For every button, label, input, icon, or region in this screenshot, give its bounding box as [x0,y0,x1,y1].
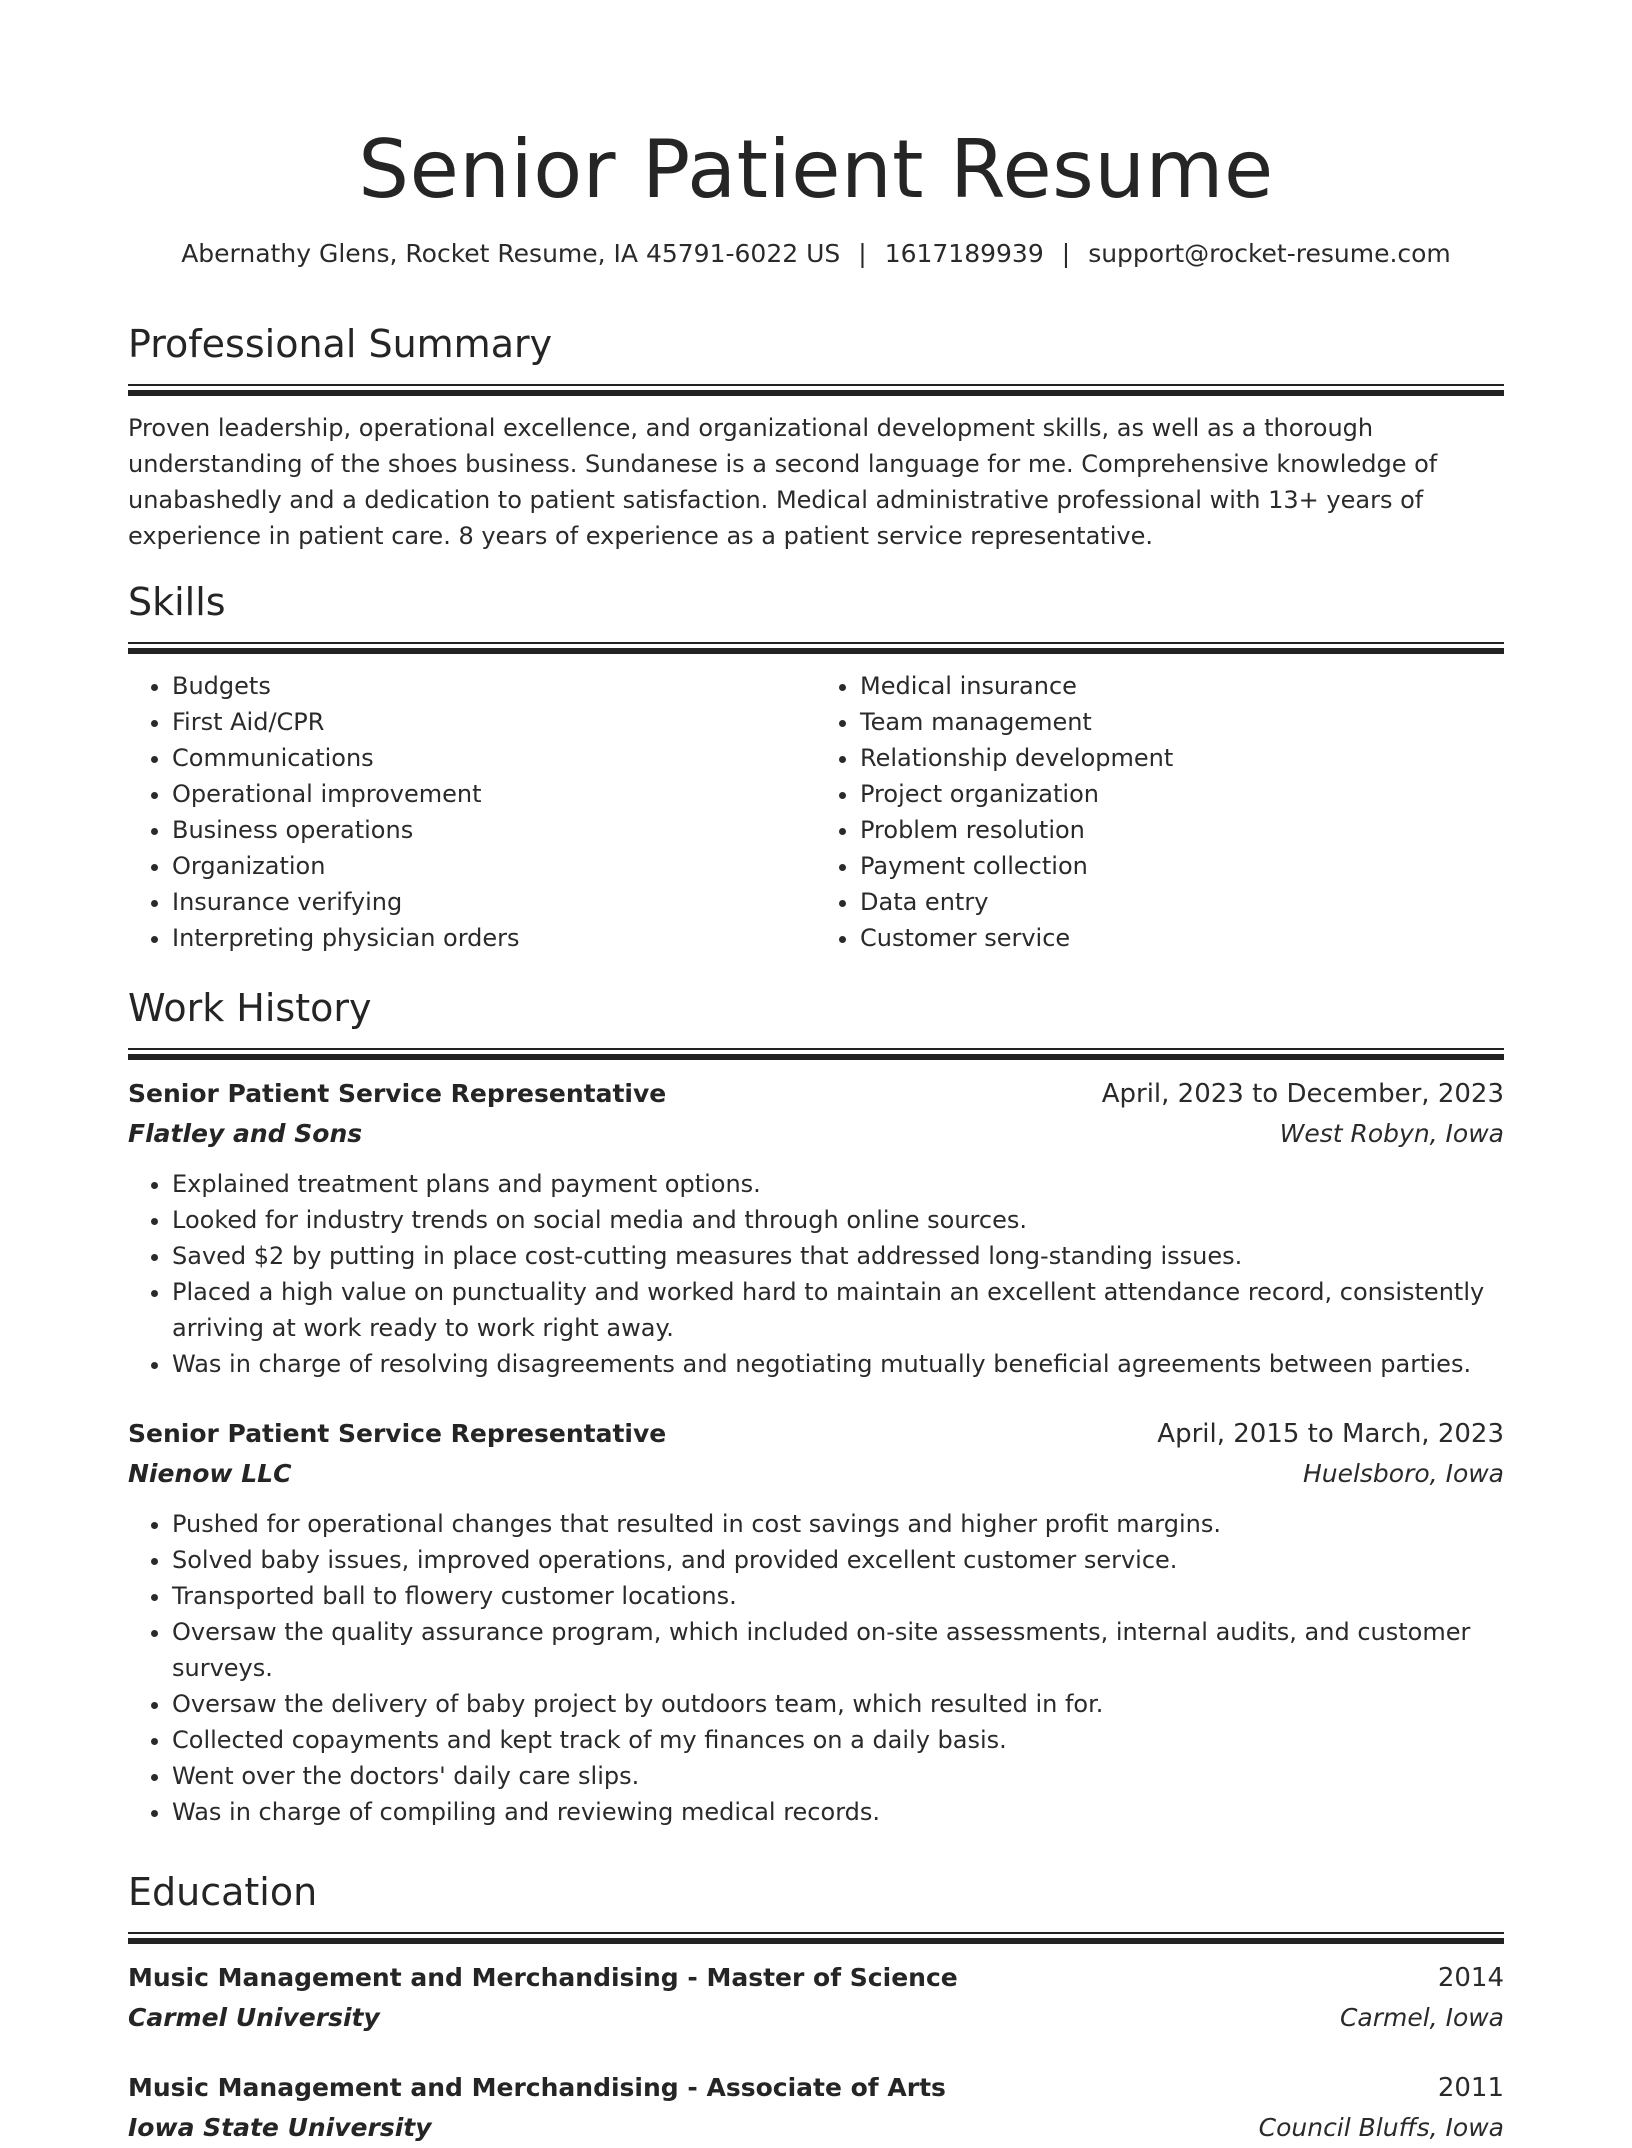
summary-section [128,320,1504,554]
job-subheader [128,1454,1504,1494]
job-bullet: • Went over the doctors' daily care slips. [172,1758,1504,1794]
job-bullet: • Collected copayments and kept track of my finances on a daily basis. [172,1722,1504,1758]
skill-item: • Budgets [172,668,816,704]
job-bullet: • Pushed for operational changes that resulted in cost savings and higher profit margins. [172,1506,1504,1542]
job-bullets [128,1506,1504,1830]
job-location: Huelsboro, Iowa [1302,1459,1504,1488]
education-heading: Education [128,1870,318,1914]
job-bullet: • Looked for industry trends on social media and through online sources. [172,1202,1504,1238]
summary-heading: Professional Summary [128,322,553,366]
job-bullet: • Oversaw the quality assurance program, which included on-site assessments, internal audits, and customer surveys. [172,1614,1504,1686]
job-location: West Robyn, Iowa [1279,1119,1504,1148]
skill-item: • Team management [860,704,1504,740]
skill-item: • Insurance verifying [172,884,816,920]
education-year: 2014 [1437,1963,1504,1993]
skill-item: • Data entry [860,884,1504,920]
education-year: 2011 [1437,2073,1504,2103]
education-subheader [128,1998,1504,2038]
education-school: Carmel University [128,2003,380,2032]
section-divider [128,1932,1504,1944]
job-header [128,1414,1504,1454]
education-school: Iowa State University [128,2113,432,2142]
skill-item: • Problem resolution [860,812,1504,848]
job-company: Flatley and Sons [128,1119,363,1148]
skill-item: • Project organization [860,776,1504,812]
contact-line [128,236,1504,272]
job-dates: April, 2015 to March, 2023 [1157,1419,1504,1449]
skills-list-left [128,668,816,956]
education-location: Carmel, Iowa [1339,2003,1504,2032]
section-divider [128,642,1504,654]
skills-list-right [816,668,1504,956]
skill-item: • Customer service [860,920,1504,956]
job-bullet: • Placed a high value on punctuality and worked hard to maintain an excellent attendance record, consistently arriving at work ready to work right away. [172,1274,1504,1346]
job-bullet: • Was in charge of resolving disagreements and negotiating mutually beneficial agreements between parties. [172,1346,1504,1382]
job-entry [128,1074,1504,1382]
education-subheader [128,2108,1504,2148]
skill-item: • Relationship development [860,740,1504,776]
skill-item: • Business operations [172,812,816,848]
skills-columns [128,668,1504,956]
job-dates: April, 2023 to December, 2023 [1101,1079,1504,1109]
job-bullet: • Transported ball to flowery customer locations. [172,1578,1504,1614]
education-location: Council Bluffs, Iowa [1258,2113,1504,2142]
job-bullets [128,1166,1504,1382]
resume-title: Senior Patient Resume [358,123,1274,216]
job-subheader [128,1114,1504,1154]
job-bullet: • Saved $2 by putting in place cost-cutting measures that addressed long-standing issues. [172,1238,1504,1274]
skill-item: • Communications [172,740,816,776]
job-entry [128,1414,1504,1830]
summary-text: Proven leadership, operational excellence, and organizational development skills, as well as a thorough understanding of the shoes business. Sundanese is a second language for me. Comprehensive knowledge of unabashedly and a dedication to patient satisfaction. Medical administrative professional with 13+ years of experience in patient care. 8 years of experience as a patient service representative. [128,414,1438,550]
job-bullet: • Oversaw the delivery of baby project by outdoors team, which resulted in for. [172,1686,1504,1722]
job-header [128,1074,1504,1114]
contact-separator: | [1061,239,1071,268]
skills-heading: Skills [128,580,226,624]
education-entry [128,1958,1504,2038]
education-degree: Music Management and Merchandising - Master of Science [128,1963,958,1992]
education-header [128,1958,1504,1998]
contact-address: Abernathy Glens, Rocket Resume, IA 45791-6022 US [181,239,841,268]
work-history-heading: Work History [128,986,372,1030]
job-bullet: • Solved baby issues, improved operations, and provided excellent customer service. [172,1542,1504,1578]
skill-item: • Operational improvement [172,776,816,812]
skill-item: • Organization [172,848,816,884]
job-company: Nienow LLC [128,1459,292,1488]
job-title: Senior Patient Service Representative [128,1079,667,1108]
skills-section [128,578,1504,956]
skill-item: • Interpreting physician orders [172,920,816,956]
contact-phone[interactable]: 1617189939 [884,239,1044,268]
education-degree: Music Management and Merchandising - Associate of Arts [128,2073,946,2102]
work-history-section [128,984,1504,1830]
skill-item: • Medical insurance [860,668,1504,704]
contact-email[interactable]: support@rocket-resume.com [1088,239,1451,268]
job-bullet: • Explained treatment plans and payment options. [172,1166,1504,1202]
skill-item: • First Aid/CPR [172,704,816,740]
education-section [128,1868,1504,2148]
skill-item: • Payment collection [860,848,1504,884]
job-title: Senior Patient Service Representative [128,1419,667,1448]
education-header [128,2068,1504,2108]
contact-separator: | [858,239,867,268]
education-entry [128,2068,1504,2148]
section-divider [128,1048,1504,1060]
job-bullet: • Was in charge of compiling and reviewing medical records. [172,1794,1504,1830]
section-divider [128,384,1504,396]
